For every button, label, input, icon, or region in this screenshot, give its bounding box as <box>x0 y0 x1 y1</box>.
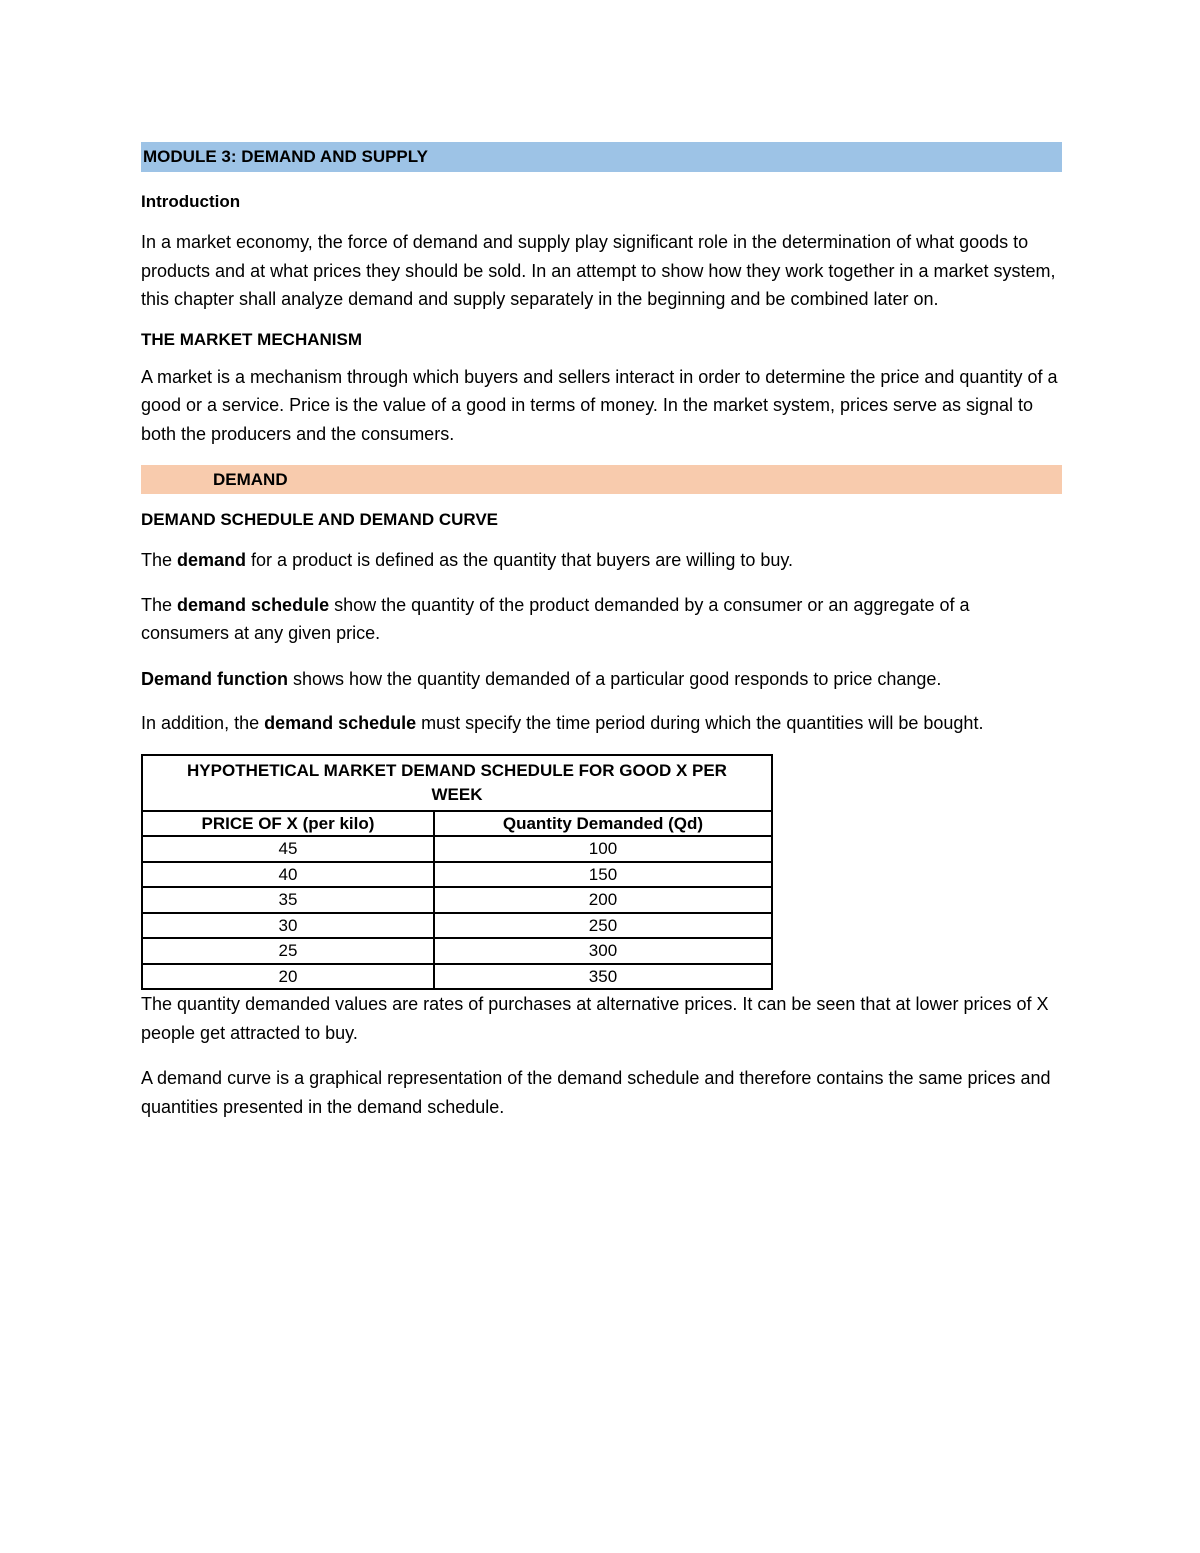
table-row <box>142 836 772 862</box>
table-row <box>142 887 772 913</box>
quantity-cell: 250 <box>434 913 772 939</box>
price-cell: 30 <box>142 913 434 939</box>
demand-section-header: DEMAND <box>141 465 1062 494</box>
column-header-price: PRICE OF X (per kilo) <box>142 811 434 837</box>
table-row <box>142 862 772 888</box>
demand-schedule-paragraph: The demand schedule show the quantity of the product demanded by a consumer or an aggregate of a consumers at any given price. <box>141 594 970 643</box>
column-header-quantity: Quantity Demanded (Qd) <box>434 811 772 837</box>
demand-curve-paragraph: A demand curve is a graphical representation of the demand schedule and therefore contains the same prices and quantities presented in the demand schedule. <box>141 1068 1051 1117</box>
quantity-cell: 200 <box>434 887 772 913</box>
time-period-paragraph: In addition, the demand schedule must specify the time period during which the quantities will be bought. <box>141 713 984 733</box>
demand-schedule-heading: DEMAND SCHEDULE AND DEMAND CURVE <box>141 510 499 529</box>
quantity-cell: 100 <box>434 836 772 862</box>
demand-function-paragraph: Demand function shows how the quantity demanded of a particular good responds to price change. <box>141 668 942 689</box>
market-mechanism-heading: THE MARKET MECHANISM <box>141 329 362 349</box>
intro-heading: Introduction <box>141 192 241 211</box>
module-title: MODULE 3: DEMAND AND SUPPLY <box>141 142 1062 172</box>
price-cell: 45 <box>142 836 434 862</box>
intro-paragraph: In a market economy, the force of demand and supply play significant role in the determination of what goods to products and at what prices they should be sold. In an attempt to show how they work together in a market system, this chapter shall analyze demand and supply separately in the beginning and be combined later on. <box>141 232 1056 309</box>
price-cell: 40 <box>142 862 434 888</box>
price-cell: 20 <box>142 964 434 990</box>
market-mechanism-paragraph: A market is a mechanism through which buyers and sellers interact in order to determine the price and quantity of a good or a service. Price is the value of a good in terms of money. In the market system, prices serve as signal to both the producers and the consumers. <box>141 366 1058 444</box>
quantity-cell: 150 <box>434 862 772 888</box>
demand-schedule-table <box>141 754 773 991</box>
price-cell: 25 <box>142 938 434 964</box>
table-row <box>142 938 772 964</box>
table-row <box>142 913 772 939</box>
table-row <box>142 964 772 990</box>
quantity-cell: 350 <box>434 964 772 990</box>
price-cell: 35 <box>142 887 434 913</box>
quantity-demanded-paragraph: The quantity demanded values are rates of purchases at alternative prices. It can be seen that at lower prices of X people get attracted to buy. <box>141 994 1049 1043</box>
quantity-cell: 300 <box>434 938 772 964</box>
table-title: HYPOTHETICAL MARKET DEMAND SCHEDULE FOR GOOD X PER WEEK <box>142 755 772 811</box>
demand-definition-paragraph: The demand for a product is defined as the quantity that buyers are willing to buy. <box>141 550 794 570</box>
